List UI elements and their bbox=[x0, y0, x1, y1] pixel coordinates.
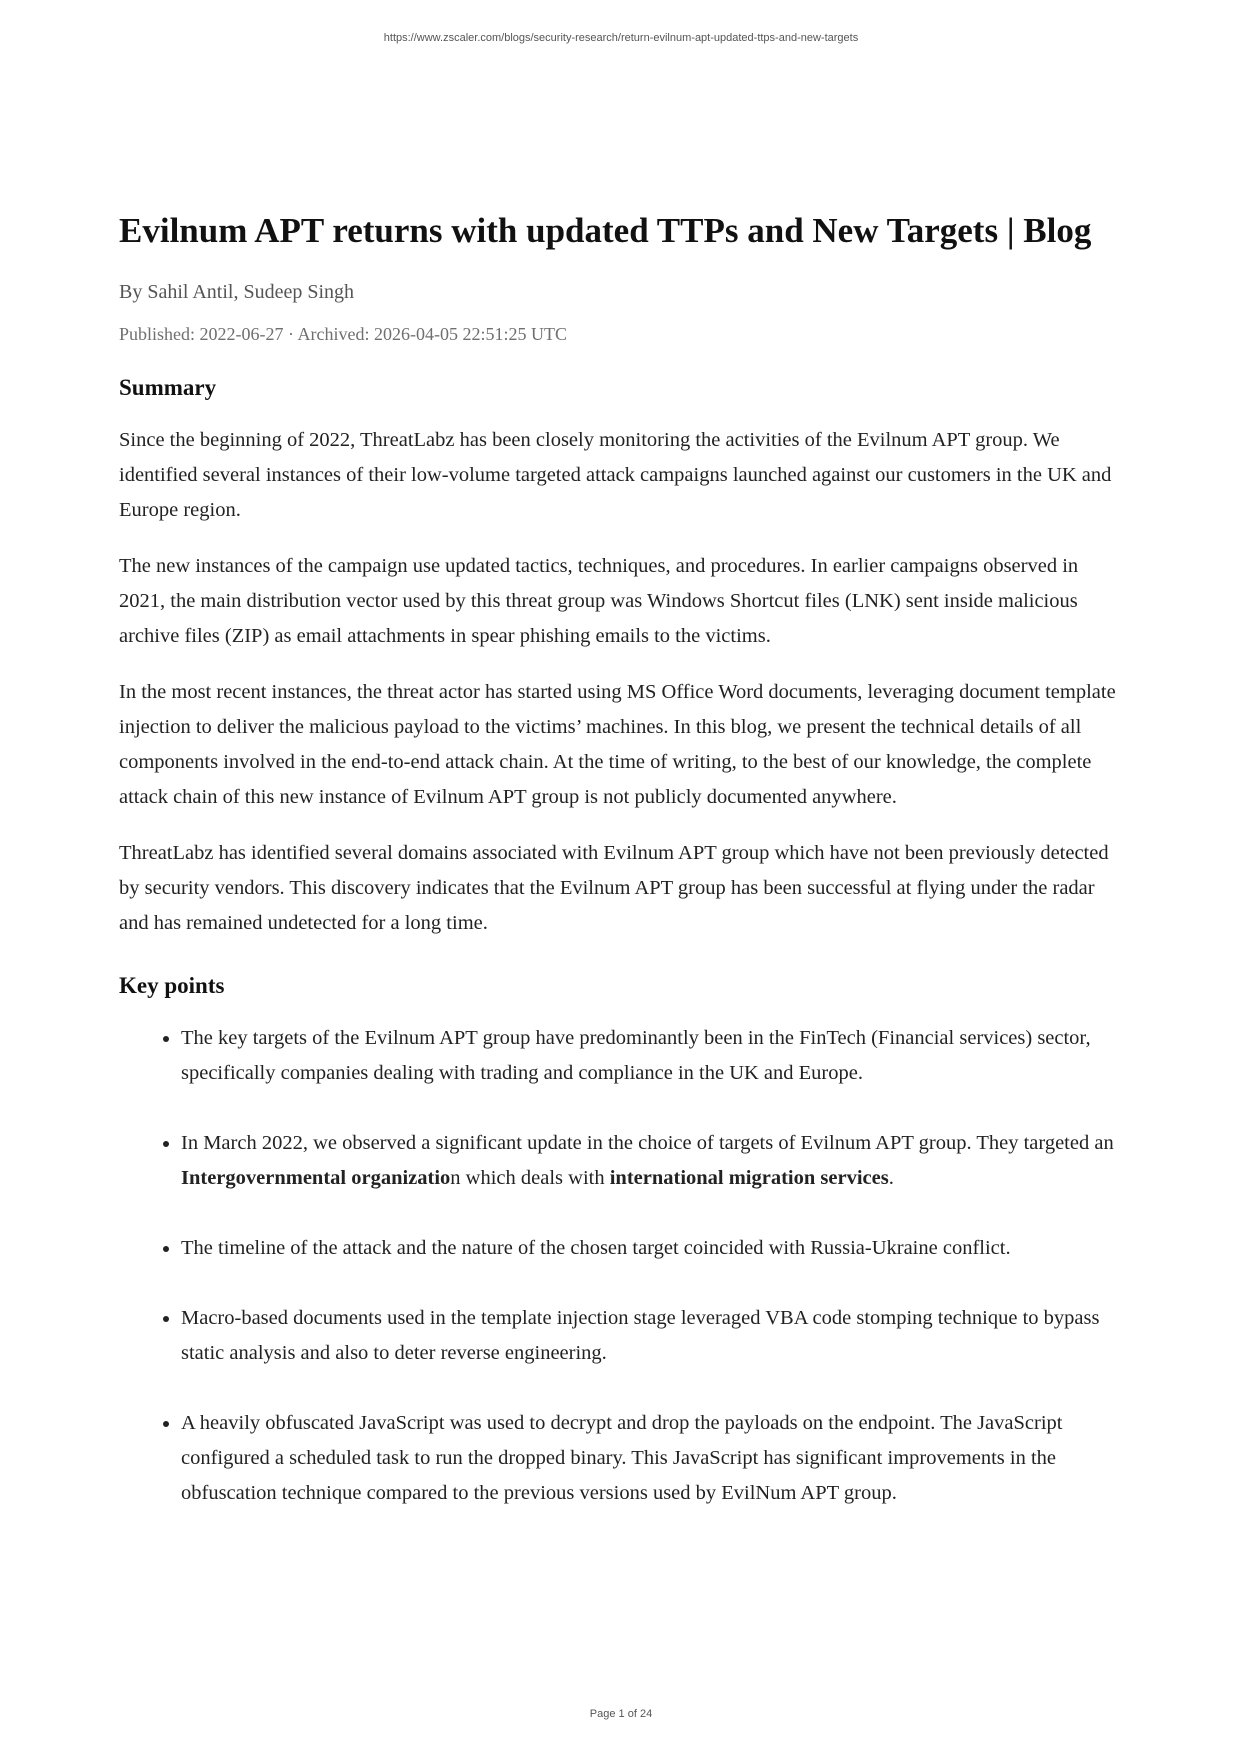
key-point-text: In March 2022, we observed a significant update in the choice of targets of Evilnum APT group. They targeted an bbox=[181, 1131, 1114, 1154]
article-published-date: Published: 2022-06-27 · Archived: 2026-04-05 22:51:25 UTC bbox=[119, 323, 567, 344]
article bbox=[119, 208, 1129, 1546]
key-point-bold-text: international migration services bbox=[609, 1166, 889, 1189]
key-point-item: • The key targets of the Evilnum APT group have predominantly been in the FinTech (Financial services) sector, specifically companies dealing with trading and compliance in the UK and Europe. bbox=[181, 1021, 1129, 1091]
key-point-text: n which deals with bbox=[450, 1166, 610, 1189]
summary-paragraph: In the most recent instances, the threat actor has started using MS Office Word documents, leveraging document template injection to deliver the malicious payload to the victims’ machines. In this blog, we present the technical details of all components involved in the end-to-end attack chain. At the time of writing, to the best of our knowledge, the complete attack chain of this new instance of Evilnum APT group is not publicly documented anywhere. bbox=[119, 680, 1116, 808]
page-url-header: https://www.zscaler.com/blogs/security-research/return-evilnum-apt-updated-ttps-and-new-targets bbox=[383, 32, 859, 44]
key-point-item bbox=[181, 1126, 1129, 1196]
key-point-item: • The timeline of the attack and the nature of the chosen target coincided with Russia-Ukraine conflict. bbox=[181, 1231, 1129, 1266]
key-points-list bbox=[119, 1021, 1129, 1511]
article-byline: By Sahil Antil, Sudeep Singh bbox=[119, 280, 355, 303]
summary-paragraph: Since the beginning of 2022, ThreatLabz has been closely monitoring the activities of the Evilnum APT group. We identified several instances of their low-volume targeted attack campaigns launched against our customers in the UK and Europe region. bbox=[119, 428, 1112, 521]
summary-paragraph: ThreatLabz has identified several domains associated with Evilnum APT group which have not been previously detected by security vendors. This discovery indicates that the Evilnum APT group has been successful at flying under the radar and has remained undetected for a long time. bbox=[119, 841, 1109, 934]
key-point-item: • A heavily obfuscated JavaScript was used to decrypt and drop the payloads on the endpoint. The JavaScript configured a scheduled task to run the dropped binary. This JavaScript has significant improvements in the obfuscation technique compared to the previous versions used by EvilNum APT group. bbox=[181, 1406, 1129, 1511]
page-number: Page 1 of 24 bbox=[589, 1708, 653, 1720]
summary-heading: Summary bbox=[119, 374, 217, 400]
key-point-bold-text: Intergovernmental organizatio bbox=[181, 1166, 451, 1189]
key-point-text: . bbox=[888, 1166, 894, 1189]
article-title: Evilnum APT returns with updated TTPs and New Targets | Blog bbox=[119, 211, 1092, 250]
key-point-item: • Macro-based documents used in the template injection stage leveraged VBA code stomping technique to bypass static analysis and also to deter reverse engineering. bbox=[181, 1301, 1129, 1371]
summary-paragraph: The new instances of the campaign use updated tactics, techniques, and procedures. In earlier campaigns observed in 2021, the main distribution vector used by this threat group was Windows Shortcut files (LNK) sent inside malicious archive files (ZIP) as email attachments in spear phishing emails to the victims. bbox=[119, 554, 1079, 647]
key-points-heading: Key points bbox=[119, 972, 225, 998]
